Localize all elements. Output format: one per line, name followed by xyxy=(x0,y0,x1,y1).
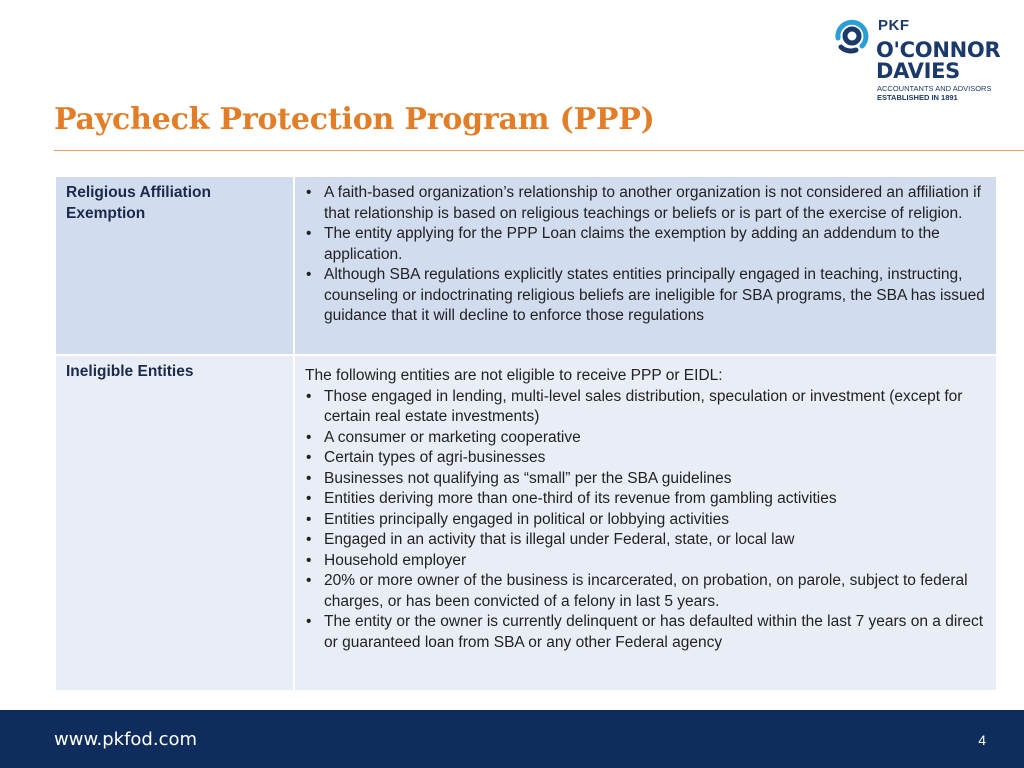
list-item: • Entities principally engaged in political or lobbying activities xyxy=(305,510,988,531)
bullet-list xyxy=(305,183,988,327)
list-item: • A faith-based organization’s relationship to another organization is not considered an affiliation if that relationship is based on religious teachings or beliefs or is part of the exercise of religion. xyxy=(305,183,988,224)
page-number: 4 xyxy=(978,732,986,748)
logo-established: ESTABLISHED IN 1891 xyxy=(877,93,958,102)
table-row-religious-exemption xyxy=(56,177,996,355)
list-item: • Engaged in an activity that is illegal under Federal, state, or local law xyxy=(305,530,988,551)
table-row-ineligible-entities xyxy=(56,355,996,691)
pkf-logo-icon xyxy=(832,16,876,56)
footer-website-link[interactable]: www.pkfod.com xyxy=(54,729,198,750)
logo-pkf-text: PKF xyxy=(878,17,910,34)
page-title: Paycheck Protection Program (PPP) xyxy=(54,102,655,137)
footer-bar xyxy=(0,710,1024,768)
row-intro-text: The following entities are not eligible to receive PPP or EIDL: xyxy=(305,367,723,384)
logo-name-line2: DAVIES xyxy=(876,59,960,83)
company-logo xyxy=(832,14,1012,104)
list-item: • Businesses not qualifying as “small” per the SBA guidelines xyxy=(305,469,988,490)
row-content xyxy=(294,177,996,355)
list-item: • Those engaged in lending, multi-level sales distribution, speculation or investment (except for certain real estate investments) xyxy=(305,387,988,428)
logo-tagline: ACCOUNTANTS AND ADVISORS xyxy=(877,84,992,93)
bullet-list xyxy=(305,387,988,654)
content-table xyxy=(56,177,996,692)
list-item: • Although SBA regulations explicitly states entities principally engaged in teaching, instructing, counseling or indoctrinating religious beliefs are ineligible for SBA programs, the SBA has issued guidance that it will decline to enforce those regulations xyxy=(305,265,988,327)
list-item: • A consumer or marketing cooperative xyxy=(305,428,988,449)
row-label: Religious Affiliation Exemption xyxy=(56,177,294,355)
list-item: • The entity applying for the PPP Loan claims the exemption by adding an addendum to the application. xyxy=(305,224,988,265)
list-item: • Entities deriving more than one-third of its revenue from gambling activities xyxy=(305,489,988,510)
list-item: • The entity or the owner is currently delinquent or has defaulted within the last 7 years on a direct or guaranteed loan from SBA or any other Federal agency xyxy=(305,612,988,653)
list-item: • Certain types of agri-businesses xyxy=(305,448,988,469)
title-divider xyxy=(54,150,1024,151)
row-label: Ineligible Entities xyxy=(56,355,294,691)
list-item: • 20% or more owner of the business is incarcerated, on probation, on parole, subject to federal charges, or has been convicted of a felony in last 5 years. xyxy=(305,571,988,612)
list-item: • Household employer xyxy=(305,551,988,572)
row-content xyxy=(294,355,996,691)
logo-name-line1: O'CONNOR xyxy=(876,38,1001,62)
